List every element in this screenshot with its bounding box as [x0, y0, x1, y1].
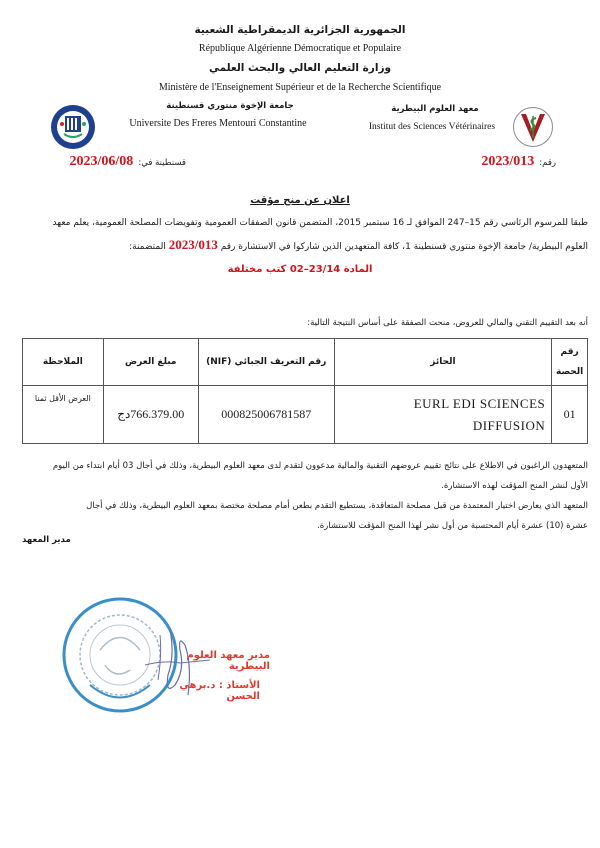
table-row: [23, 386, 588, 444]
cell-note: العرض الأقل ثمنا: [23, 386, 104, 444]
paragraph-1: [22, 456, 588, 496]
university-fr: Universite Des Freres Mentouri Constantine: [129, 118, 307, 129]
signature-icon: [140, 625, 220, 705]
date-line: [46, 150, 186, 170]
republic-fr: République Algérienne Démocratique et Populaire: [198, 43, 402, 54]
header-holder: الحائز: [334, 339, 552, 386]
header-amount: مبلغ العرض: [103, 339, 198, 386]
date-label: قسنطينة في:: [138, 158, 186, 168]
date-value: 2023/06/08: [69, 154, 134, 169]
university-ar: جامعة الإخوة منتوري قسنطينة: [166, 101, 294, 111]
intro-line-2: [22, 234, 588, 258]
handwritten-signature: [140, 625, 220, 705]
paragraph-2: [22, 496, 588, 536]
veterinary-v-icon: [512, 106, 554, 148]
institute-fr: Institut des Sciences Vétérinaires: [368, 122, 496, 132]
intro-line-2-end: المتضمنة:: [129, 242, 166, 252]
ministry-fr: Ministère de l'Enseignement Supérieur et de la Recherche Scientifique: [158, 82, 442, 93]
header-nif: رقم التعريف الجبائي (NIF): [198, 339, 334, 386]
signature-role: مدير المعهد: [22, 535, 71, 545]
intro-paragraph: [22, 212, 588, 258]
title-wrap: [0, 188, 600, 207]
cell-nif: 000825006781587: [198, 386, 334, 444]
cell-holder: EURL EDI SCIENCES DIFFUSION: [334, 386, 552, 444]
results-table: [22, 338, 588, 444]
university-seal-icon: [50, 104, 96, 150]
stamp-line-1: مدير معهد العلوم البيطرية: [186, 650, 270, 672]
subject: المادة 23/14–02 كتب مختلفة: [227, 264, 373, 275]
header-note: الملاحظة: [23, 339, 104, 386]
cell-lot: 01: [552, 386, 588, 444]
intro-line-1: طبقا للمرسوم الرئاسي رقم 15–247 الموافق لـ 16 سبتمبر 2015، المتضمن قانون الصفقات العمومية وتفويضات المصلحة العمومية، يعلم معهد: [52, 218, 588, 228]
header-lot: رقم الحصة: [552, 339, 588, 386]
intro-line-2-start: العلوم البيطرية/ جامعة الإخوة منتوري قسنطينة 1، كافة المتعهدين الذين شاركوا في الاستشارة رقم: [220, 242, 588, 252]
stamp-line-2: الأستاذ : د.برهي الحسن: [179, 680, 260, 702]
institute-ar: معهد العلوم البيطرية: [391, 104, 479, 114]
p1-line-1: المتعهدون الراغبون في الاطلاع على نتائج تقييم عروضهم التقنية والمالية مدعوون لتقدم لدى معهد العلوم البيطرية، وذلك في أجال 03 أيام ابتداء من اليوم: [52, 461, 588, 471]
university-logo: [50, 104, 96, 150]
table-header-row: [23, 339, 588, 386]
institute-logo: [512, 106, 554, 148]
page-title: اعلان عن منح مؤقت: [250, 195, 350, 206]
result-intro: أنه بعد التقييم التقني والمالي للعروض، منحت الصفقة على أساس النتيجة التالية:: [307, 318, 588, 328]
ref-label: رقم:: [539, 158, 556, 168]
ministry-ar: وزارة التعليم العالي والبحث العلمي: [208, 62, 392, 74]
cell-amount: 766.379.00دج: [103, 386, 198, 444]
intro-ref: 2023/013: [168, 237, 218, 252]
republic-ar: الجمهورية الجزائرية الديمقراطية الشعبية: [194, 24, 406, 36]
ref-value: 2023/013: [481, 154, 535, 169]
reference-line: [440, 150, 556, 170]
p2-line-2: عشرة (10) عشرة أيام المحتسبة من أول نشر لهذا المنح المؤقت للاستشارة.: [317, 521, 588, 531]
p1-line-2: الأول لنشر المنح المؤقت لهذه الاستشارة.: [441, 481, 588, 491]
p2-line-1: المتعهد الذي يعارض اختيار المعتمدة من قبل مصلحة المتعاقدة، يستطيع التقدم بطعن أمام مصلحة مختصة بمعهد العلوم البيطرية، وذلك في أجال: [86, 501, 588, 511]
